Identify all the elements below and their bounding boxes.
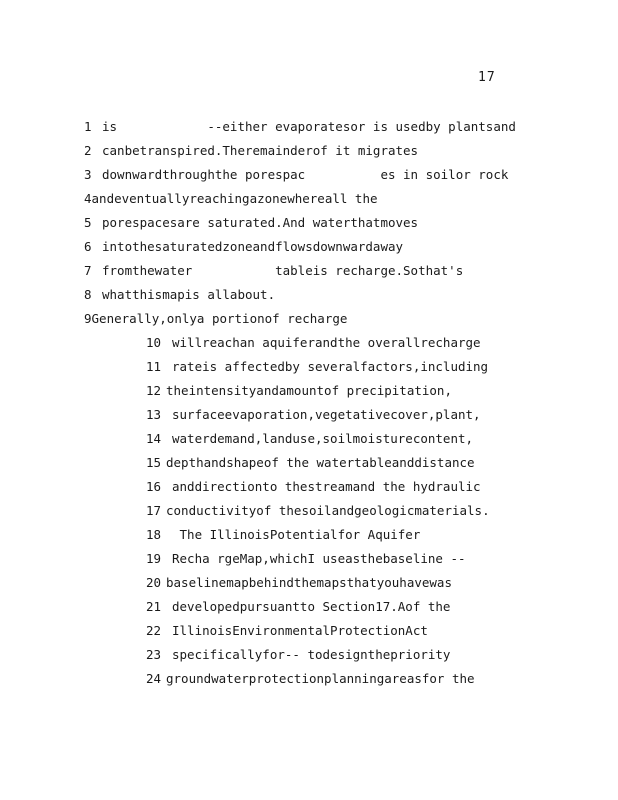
transcript-line [0, 118, 618, 142]
transcript-line [0, 238, 618, 262]
line-number: 16 [146, 479, 162, 494]
line-number: 14 [146, 431, 162, 446]
transcript-line [0, 622, 618, 646]
transcript-lines [0, 118, 618, 694]
line-text: depthandshapeof the watertableanddistance [166, 455, 475, 470]
line-text: fromthewater tableis recharge.Sothat's [102, 263, 464, 278]
line-text: downwardthroughthe porespac es in soilor rock [102, 167, 509, 182]
line-number: 1 [84, 119, 92, 134]
transcript-line [0, 502, 618, 526]
line-text: IllinoisEnvironmentalProtectionAct [172, 623, 428, 638]
transcript-line [0, 262, 618, 286]
line-text: canbetranspired.Theremainderof it migrates [102, 143, 419, 158]
line-number: 22 [146, 623, 162, 638]
line-text: willreachan aquiferandthe overallrecharge [172, 335, 481, 350]
page-number: 17 [478, 70, 496, 85]
line-text: conductivityof thesoilandgeologicmaterials. [166, 503, 490, 518]
line-text: anddirectionto thestreamand the hydraulic [172, 479, 481, 494]
line-number: 20 [146, 575, 162, 590]
transcript-line [0, 166, 618, 190]
line-number: 24 [146, 671, 162, 686]
line-text: theintensityandamountof precipitation, [166, 383, 452, 398]
transcript-line [0, 430, 618, 454]
transcript-line [0, 358, 618, 382]
line-text: Generally,onlya portionof recharge [91, 311, 348, 326]
line-text: andeventuallyreachingazonewhereall the [91, 191, 378, 206]
transcript-line [0, 142, 618, 166]
line-number: 12 [146, 383, 162, 398]
transcript-line [0, 214, 618, 238]
line-number: 13 [146, 407, 162, 422]
line-number: 7 [84, 263, 92, 278]
transcript-line [0, 670, 618, 694]
line-text: Recha rgeMap,whichI useasthebaseline -- [172, 551, 466, 566]
transcript-line [0, 334, 618, 358]
line-text: is --either evaporatesor is usedby plantsand [102, 119, 516, 134]
line-text: waterdemand,landuse,soilmoisturecontent, [172, 431, 474, 446]
transcript-line [0, 550, 618, 574]
line-number: 9 [84, 311, 92, 326]
transcript-line [0, 598, 618, 622]
line-text: porespacesare saturated.And waterthatmoves [102, 215, 419, 230]
line-number: 5 [84, 215, 92, 230]
line-text: intothesaturatedzoneandflowsdownwardaway [102, 239, 404, 254]
transcript-line [0, 646, 618, 670]
line-number: 17 [146, 503, 162, 518]
transcript-line [0, 478, 618, 502]
line-text: The IllinoisPotentialfor Aquifer [172, 527, 421, 542]
transcript-line [0, 190, 618, 214]
line-number: 2 [84, 143, 92, 158]
transcript-line [0, 454, 618, 478]
line-number: 15 [146, 455, 162, 470]
transcript-line [0, 286, 618, 310]
line-text: developedpursuantto Section17.Aof the [172, 599, 451, 614]
line-number: 11 [146, 359, 162, 374]
line-number: 8 [84, 287, 92, 302]
transcript-line [0, 382, 618, 406]
line-number: 4 [84, 191, 92, 206]
line-text: groundwaterprotectionplanningareasfor the [166, 671, 475, 686]
line-number: 3 [84, 167, 92, 182]
line-number: 23 [146, 647, 162, 662]
line-text: surfaceevaporation,vegetativecover,plant, [172, 407, 481, 422]
line-text: baselinemapbehindthemapsthatyouhavewas [166, 575, 452, 590]
transcript-line [0, 310, 618, 334]
transcript-line [0, 526, 618, 550]
line-text: whatthismapis allabout. [102, 287, 276, 302]
line-number: 6 [84, 239, 92, 254]
line-number: 21 [146, 599, 162, 614]
line-number: 18 [146, 527, 162, 542]
line-text: specificallyfor-- todesignthepriority [172, 647, 451, 662]
transcript-line [0, 406, 618, 430]
transcript-line [0, 574, 618, 598]
line-number: 19 [146, 551, 162, 566]
line-text: rateis affectedby severalfactors,including [172, 359, 489, 374]
line-number: 10 [146, 335, 162, 350]
